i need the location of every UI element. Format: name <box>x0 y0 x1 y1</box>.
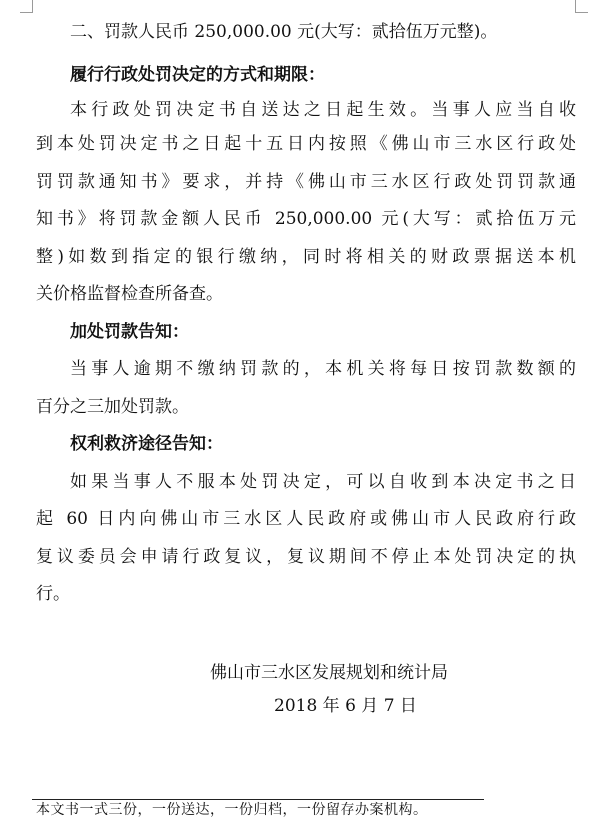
method-line-4: 知书》将罚款金额人民币 250,000.00 元(大写：贰拾伍万元 <box>36 209 576 229</box>
page-corner-mark-left <box>20 0 33 13</box>
surcharge-line-2: 百分之三加处罚款。 <box>36 397 189 417</box>
issue-date: 2018 年 6 月 7 日 <box>274 696 417 716</box>
remedy-line-2: 起 60 日内向佛山市三水区人民政府或佛山市人民政府行政 <box>36 509 576 529</box>
method-line-1: 本行政处罚决定书自送达之日起生效。当事人应当自收 <box>70 100 576 120</box>
remedy-line-3: 复议委员会申请行政复议，复议期间不停止本处罚决定的执 <box>36 547 576 567</box>
heading-surcharge-notice: 加处罚款告知： <box>70 322 189 342</box>
heading-payment-method: 履行行政处罚决定的方式和期限： <box>70 65 325 85</box>
method-line-5: 整)如数到指定的银行缴纳，同时将相关的财政票据送本机 <box>36 247 576 267</box>
method-line-6: 关价格监督检查所备查。 <box>36 284 223 304</box>
page-corner-mark-right <box>575 0 588 13</box>
footnote-rule <box>32 799 484 800</box>
footnote-copies: 本文书一式三份，一份送达，一份归档，一份留存办案机构。 <box>36 802 428 818</box>
remedy-line-4: 行。 <box>36 584 70 604</box>
method-line-2: 到本处罚决定书之日起十五日内按照《佛山市三水区行政处 <box>36 134 576 154</box>
fine-item-line: 二、罚款人民币 250,000.00 元(大写：贰拾伍万元整)。 <box>70 22 498 42</box>
surcharge-line-1: 当事人逾期不缴纳罚款的，本机关将每日按罚款数额的 <box>70 359 576 379</box>
heading-remedy-notice: 权利救济途径告知： <box>70 434 223 454</box>
remedy-line-1: 如果当事人不服本处罚决定，可以自收到本决定书之日 <box>70 472 576 492</box>
issuing-authority: 佛山市三水区发展规划和统计局 <box>210 663 448 683</box>
method-line-3: 罚罚款通知书》要求，并持《佛山市三水区行政处罚罚款通 <box>36 172 576 192</box>
